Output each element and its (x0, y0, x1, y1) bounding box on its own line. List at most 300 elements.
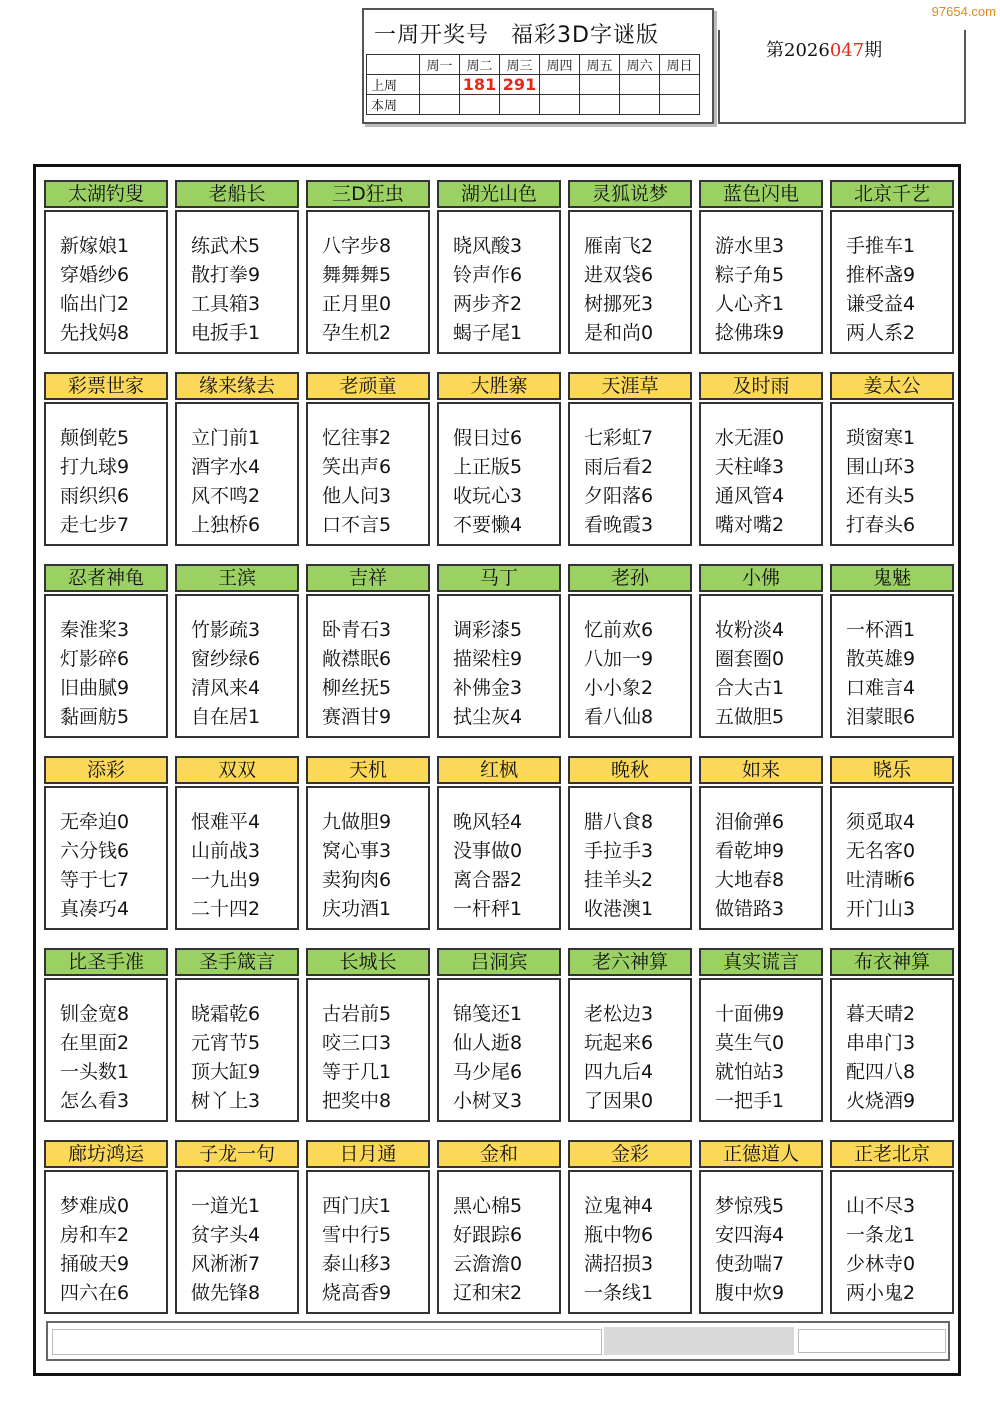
riddle-line: 人心齐1 (715, 293, 785, 315)
riddle-card-title: 湖光山色 (437, 180, 561, 208)
riddle-line: 捅破天9 (60, 1253, 130, 1275)
riddle-card (830, 1140, 954, 1314)
riddle-line: 两步齐2 (453, 293, 523, 315)
riddle-line: 少林寺0 (846, 1253, 916, 1275)
riddle-card-body (306, 594, 430, 738)
riddle-line: 口不言5 (322, 514, 392, 536)
riddle-line: 就怕站3 (715, 1061, 785, 1083)
riddle-card (175, 948, 299, 1122)
riddle-line: 辽和宋2 (453, 1282, 523, 1304)
riddle-card-body (830, 978, 954, 1122)
week-row-this (367, 95, 700, 115)
riddle-card-body (44, 210, 168, 354)
riddle-line: 马少尾6 (453, 1061, 523, 1083)
riddle-card-body (568, 402, 692, 546)
riddle-line: 上独桥6 (191, 514, 261, 536)
riddle-card (44, 948, 168, 1122)
riddle-line: 黑心棉5 (453, 1195, 523, 1217)
riddle-card-body (437, 594, 561, 738)
riddle-card-body (568, 786, 692, 930)
row-label: 上周 (367, 75, 420, 95)
riddle-card (437, 756, 561, 930)
riddle-card (699, 948, 823, 1122)
riddle-line: 腊八食8 (584, 811, 654, 833)
riddle-line: 安四海4 (715, 1224, 785, 1246)
riddle-card-title: 北京千艺 (830, 180, 954, 208)
week-table (366, 54, 700, 115)
riddle-card-body (437, 402, 561, 546)
riddle-line: 走七步7 (60, 514, 130, 536)
riddle-line: 灯影碎6 (60, 648, 130, 670)
riddle-line: 合大古1 (715, 677, 785, 699)
riddle-line: 无牵迫0 (60, 811, 130, 833)
riddle-card-body (306, 786, 430, 930)
riddle-line: 山前战3 (191, 840, 261, 862)
riddle-line: 笑出声6 (322, 456, 392, 478)
riddle-card (306, 1140, 430, 1314)
riddle-line: 清风来4 (191, 677, 261, 699)
riddle-card-title: 添彩 (44, 756, 168, 784)
riddle-line: 忆往事2 (322, 427, 392, 449)
issue-prefix: 第2026 (766, 40, 830, 61)
riddle-card-body (699, 978, 823, 1122)
riddle-line: 天柱峰3 (715, 456, 785, 478)
riddle-line: 卖狗肉6 (322, 869, 392, 891)
riddle-line: 挂羊头2 (584, 869, 654, 891)
riddle-card (306, 180, 430, 354)
issue-number (766, 36, 882, 62)
riddle-line: 四九后4 (584, 1061, 654, 1083)
riddle-card (699, 180, 823, 354)
riddle-card-title: 子龙一句 (175, 1140, 299, 1168)
riddle-card (568, 180, 692, 354)
riddle-card (830, 756, 954, 930)
riddle-line: 串串门3 (846, 1032, 916, 1054)
riddle-line: 练武术5 (191, 235, 261, 257)
riddle-line: 还有头5 (846, 485, 916, 507)
riddle-line: 打九球9 (60, 456, 130, 478)
riddle-line: 秦淮桨3 (60, 619, 130, 641)
header-title-left: 一周开奖号 (374, 23, 490, 48)
riddle-card-body (175, 210, 299, 354)
riddle-line: 水无涯0 (715, 427, 785, 449)
riddle-card (306, 756, 430, 930)
riddle-card (437, 1140, 561, 1314)
riddle-line: 谦受益4 (846, 293, 916, 315)
riddle-card-title: 大胜寨 (437, 372, 561, 400)
riddle-line: 云澹澹0 (453, 1253, 523, 1275)
riddle-card-body (568, 210, 692, 354)
riddle-line: 大地春8 (715, 869, 785, 891)
riddle-card-title: 彩票世家 (44, 372, 168, 400)
riddle-card-title: 三D狂虫 (306, 180, 430, 208)
riddle-card-body (830, 786, 954, 930)
riddle-card-body (306, 1170, 430, 1314)
riddle-card-body (175, 402, 299, 546)
riddle-card (437, 564, 561, 738)
riddle-line: 是和尚0 (584, 322, 654, 344)
riddle-line: 庆功酒1 (322, 898, 392, 920)
riddle-line: 看晚霞3 (584, 514, 654, 536)
riddle-line: 旧曲腻9 (60, 677, 130, 699)
riddle-line: 先找妈8 (60, 322, 130, 344)
riddle-card-title: 老孙 (568, 564, 692, 592)
riddle-line: 五做胆5 (715, 706, 785, 728)
riddle-card-title: 小佛 (699, 564, 823, 592)
riddle-line: 颠倒乾5 (60, 427, 130, 449)
riddle-line: 满招损3 (584, 1253, 654, 1275)
riddle-line: 假日过6 (453, 427, 523, 449)
riddle-line: 把奖中8 (322, 1090, 392, 1112)
riddle-card-body (175, 978, 299, 1122)
riddle-card-body (44, 402, 168, 546)
riddle-line: 树丫上3 (191, 1090, 261, 1112)
riddle-card (44, 1140, 168, 1314)
riddle-line: 打春头6 (846, 514, 916, 536)
day-header: 周五 (580, 55, 620, 75)
riddle-card (437, 180, 561, 354)
riddle-line: 九做胆9 (322, 811, 392, 833)
riddle-card (830, 564, 954, 738)
riddle-line: 铃声作6 (453, 264, 523, 286)
riddle-line: 雁南飞2 (584, 235, 654, 257)
riddle-card-title: 金和 (437, 1140, 561, 1168)
riddle-line: 瓶中物6 (584, 1224, 654, 1246)
riddle-card (437, 372, 561, 546)
riddle-card-title: 天机 (306, 756, 430, 784)
riddle-card (44, 180, 168, 354)
riddle-line: 泰山移3 (322, 1253, 392, 1275)
riddle-card-title: 老船长 (175, 180, 299, 208)
riddle-card-title: 红枫 (437, 756, 561, 784)
riddle-card-title: 太湖钓叟 (44, 180, 168, 208)
riddle-card (175, 564, 299, 738)
result-cell (660, 95, 700, 115)
riddle-line: 一条线1 (584, 1282, 654, 1304)
riddle-line: 火烧酒9 (846, 1090, 916, 1112)
day-header: 周一 (420, 55, 460, 75)
week-row-last (367, 75, 700, 95)
riddle-card-body (568, 978, 692, 1122)
riddle-card-body (437, 1170, 561, 1314)
riddle-card-body (437, 786, 561, 930)
footer-bar (46, 1321, 950, 1361)
riddle-line: 暮天晴2 (846, 1003, 916, 1025)
riddle-line: 开门山3 (846, 898, 916, 920)
riddle-card (175, 1140, 299, 1314)
riddle-card (306, 372, 430, 546)
riddle-line: 咬三口3 (322, 1032, 392, 1054)
riddle-line: 柳丝抚5 (322, 677, 392, 699)
riddle-line: 一头数1 (60, 1061, 130, 1083)
riddle-card-body (175, 1170, 299, 1314)
riddle-line: 临出门2 (60, 293, 130, 315)
riddle-line: 手推车1 (846, 235, 916, 257)
riddle-card (699, 372, 823, 546)
riddle-line: 推杯盏9 (846, 264, 916, 286)
riddle-card-body (306, 210, 430, 354)
issue-num: 047 (829, 40, 865, 61)
riddle-card-body (699, 594, 823, 738)
day-header: 周日 (660, 55, 700, 75)
riddle-card-body (830, 402, 954, 546)
riddle-line: 一道光1 (191, 1195, 261, 1217)
riddle-line: 一杯酒1 (846, 619, 916, 641)
riddle-card (830, 948, 954, 1122)
riddle-card (175, 180, 299, 354)
riddle-line: 风淅淅7 (191, 1253, 261, 1275)
riddle-line: 夕阳落6 (584, 485, 654, 507)
riddle-line: 西门庆1 (322, 1195, 392, 1217)
riddle-line: 二十四2 (191, 898, 261, 920)
riddle-card-title: 如来 (699, 756, 823, 784)
riddle-card-body (175, 786, 299, 930)
riddle-line: 山不尽3 (846, 1195, 916, 1217)
riddle-card (699, 1140, 823, 1314)
riddle-card-body (175, 594, 299, 738)
result-cell (540, 75, 580, 95)
riddle-line: 四六在6 (60, 1282, 130, 1304)
riddle-card (699, 564, 823, 738)
riddle-line: 配四八8 (846, 1061, 916, 1083)
riddle-line: 拭尘灰4 (453, 706, 523, 728)
result-cell (540, 95, 580, 115)
riddle-card-title: 忍者神龟 (44, 564, 168, 592)
riddle-card (568, 564, 692, 738)
riddle-line: 六分钱6 (60, 840, 130, 862)
riddle-line: 舞舞舞5 (322, 264, 392, 286)
riddle-line: 工具箱3 (191, 293, 261, 315)
riddle-card-title: 鬼魅 (830, 564, 954, 592)
riddle-line: 泣鬼神4 (584, 1195, 654, 1217)
riddle-line: 使劲喘7 (715, 1253, 785, 1275)
riddle-line: 看八仙8 (584, 706, 654, 728)
riddle-line: 等于几1 (322, 1061, 392, 1083)
issue-suffix: 期 (864, 40, 883, 61)
riddle-line: 小小象2 (584, 677, 654, 699)
riddle-line: 恨难平4 (191, 811, 261, 833)
riddle-line: 穿婚纱6 (60, 264, 130, 286)
riddle-card-title: 晓乐 (830, 756, 954, 784)
riddle-card-body (44, 1170, 168, 1314)
week-table-corner (367, 55, 420, 75)
day-header: 周六 (620, 55, 660, 75)
riddle-card (44, 372, 168, 546)
result-cell: 291 (500, 75, 540, 95)
riddle-card-title: 缘来缘去 (175, 372, 299, 400)
riddle-line: 八字步8 (322, 235, 392, 257)
riddle-card-body (437, 210, 561, 354)
riddle-line: 好跟踪6 (453, 1224, 523, 1246)
riddle-card-title: 圣手箴言 (175, 948, 299, 976)
riddle-card-title: 吉祥 (306, 564, 430, 592)
riddle-line: 一九出9 (191, 869, 261, 891)
riddle-card-title: 廊坊鸿运 (44, 1140, 168, 1168)
week-results-panel (362, 8, 714, 124)
riddle-card (44, 564, 168, 738)
riddle-line: 等于七7 (60, 869, 130, 891)
riddle-line: 酒字水4 (191, 456, 261, 478)
footer-box (52, 1329, 602, 1355)
riddle-card-title: 马丁 (437, 564, 561, 592)
riddle-line: 锦笺还1 (453, 1003, 523, 1025)
riddle-card-title: 老顽童 (306, 372, 430, 400)
riddle-line: 一把手1 (715, 1090, 785, 1112)
riddle-line: 通风管4 (715, 485, 785, 507)
riddle-line: 莫生气0 (715, 1032, 785, 1054)
riddle-line: 一杆秤1 (453, 898, 523, 920)
riddle-line: 没事做0 (453, 840, 523, 862)
riddle-line: 房和车2 (60, 1224, 130, 1246)
riddle-card-body (830, 1170, 954, 1314)
riddle-line: 晓霜乾6 (191, 1003, 261, 1025)
riddle-card-body (830, 210, 954, 354)
riddle-card-body (44, 786, 168, 930)
riddle-line: 上正版5 (453, 456, 523, 478)
riddle-card-title: 比圣手准 (44, 948, 168, 976)
riddle-line: 泪偷弹6 (715, 811, 785, 833)
riddle-line: 晓风酸3 (453, 235, 523, 257)
result-cell (580, 95, 620, 115)
riddle-card (568, 756, 692, 930)
riddle-card (568, 372, 692, 546)
riddle-card-body (437, 978, 561, 1122)
riddle-line: 口难言4 (846, 677, 916, 699)
day-header: 周四 (540, 55, 580, 75)
riddle-line: 补佛金3 (453, 677, 523, 699)
riddle-line: 贫字头4 (191, 1224, 261, 1246)
result-cell (620, 75, 660, 95)
riddle-line: 十面佛9 (715, 1003, 785, 1025)
riddle-card-body (306, 978, 430, 1122)
riddle-card (44, 756, 168, 930)
riddle-line: 孕生机2 (322, 322, 392, 344)
riddle-card (175, 372, 299, 546)
riddle-line: 粽子角5 (715, 264, 785, 286)
riddle-card-body (830, 594, 954, 738)
header-title (374, 18, 659, 49)
riddle-card-body (44, 594, 168, 738)
riddle-line: 做先锋8 (191, 1282, 261, 1304)
riddle-line: 描梁柱9 (453, 648, 523, 670)
day-header: 周二 (460, 55, 500, 75)
riddle-line: 须觅取4 (846, 811, 916, 833)
riddle-card-title: 日月通 (306, 1140, 430, 1168)
riddle-line: 窗纱绿6 (191, 648, 261, 670)
riddle-line: 他人问3 (322, 485, 392, 507)
riddle-card-title: 及时雨 (699, 372, 823, 400)
riddle-card (568, 1140, 692, 1314)
riddle-line: 不要懒4 (453, 514, 523, 536)
riddle-line: 无名客0 (846, 840, 916, 862)
riddle-card (306, 564, 430, 738)
riddle-line: 梦惊残5 (715, 1195, 785, 1217)
riddle-line: 看乾坤9 (715, 840, 785, 862)
riddle-line: 电扳手1 (191, 322, 261, 344)
riddle-card-title: 正老北京 (830, 1140, 954, 1168)
riddle-line: 雨织织6 (60, 485, 130, 507)
riddle-line: 腹中炊9 (715, 1282, 785, 1304)
riddle-line: 琐窗寒1 (846, 427, 916, 449)
riddle-card (699, 756, 823, 930)
riddle-line: 捻佛珠9 (715, 322, 785, 344)
result-cell: 181 (460, 75, 500, 95)
riddle-card-title: 长城长 (306, 948, 430, 976)
riddle-line: 老松边3 (584, 1003, 654, 1025)
riddle-card-title: 布衣神算 (830, 948, 954, 976)
riddle-card (568, 948, 692, 1122)
riddle-card-title: 蓝色闪电 (699, 180, 823, 208)
riddle-line: 正月里0 (322, 293, 392, 315)
riddle-line: 树挪死3 (584, 293, 654, 315)
riddle-line: 赛酒甘9 (322, 706, 392, 728)
riddle-line: 收港澳1 (584, 898, 654, 920)
riddle-card-title: 老六神算 (568, 948, 692, 976)
riddle-line: 卧青石3 (322, 619, 392, 641)
riddle-card-title: 双双 (175, 756, 299, 784)
riddle-card-title: 晚秋 (568, 756, 692, 784)
riddle-line: 忆前欢6 (584, 619, 654, 641)
riddle-card-title: 王滨 (175, 564, 299, 592)
result-cell (420, 75, 460, 95)
riddle-line: 嘴对嘴2 (715, 514, 785, 536)
riddle-card-title: 吕洞宾 (437, 948, 561, 976)
riddle-line: 元宵节5 (191, 1032, 261, 1054)
riddle-line: 吐清晰6 (846, 869, 916, 891)
riddle-line: 调彩漆5 (453, 619, 523, 641)
riddle-line: 自在居1 (191, 706, 261, 728)
riddle-line: 做错路3 (715, 898, 785, 920)
riddle-line: 黏画舫5 (60, 706, 130, 728)
riddle-line: 收玩心3 (453, 485, 523, 507)
result-cell (420, 95, 460, 115)
riddle-card-title: 真实谎言 (699, 948, 823, 976)
riddle-line: 烧高香9 (322, 1282, 392, 1304)
riddle-card-body (44, 978, 168, 1122)
result-cell (660, 75, 700, 95)
result-cell (620, 95, 660, 115)
result-cell (500, 95, 540, 115)
day-header: 周三 (500, 55, 540, 75)
riddle-card (830, 372, 954, 546)
riddle-line: 泪蒙眼6 (846, 706, 916, 728)
riddle-grid (33, 164, 961, 1376)
riddle-line: 手拉手3 (584, 840, 654, 862)
riddle-line: 进双袋6 (584, 264, 654, 286)
riddle-card-body (306, 402, 430, 546)
riddle-card-body (699, 1170, 823, 1314)
riddle-line: 两人系2 (846, 322, 916, 344)
row-label: 本周 (367, 95, 420, 115)
riddle-line: 七彩虹7 (584, 427, 654, 449)
riddle-line: 在里面2 (60, 1032, 130, 1054)
footer-gray-block (604, 1327, 794, 1355)
riddle-line: 风不鸣2 (191, 485, 261, 507)
riddle-line: 窝心事3 (322, 840, 392, 862)
riddle-line: 玩起来6 (584, 1032, 654, 1054)
riddle-line: 妆粉淡4 (715, 619, 785, 641)
riddle-line: 晚风轻4 (453, 811, 523, 833)
riddle-line: 游水里3 (715, 235, 785, 257)
riddle-line: 新嫁娘1 (60, 235, 130, 257)
riddle-line: 雨后看2 (584, 456, 654, 478)
issue-panel (718, 30, 966, 124)
riddle-line: 怎么看3 (60, 1090, 130, 1112)
riddle-line: 立门前1 (191, 427, 261, 449)
riddle-line: 离合器2 (453, 869, 523, 891)
riddle-line: 钏金宽8 (60, 1003, 130, 1025)
riddle-line: 竹影疏3 (191, 619, 261, 641)
